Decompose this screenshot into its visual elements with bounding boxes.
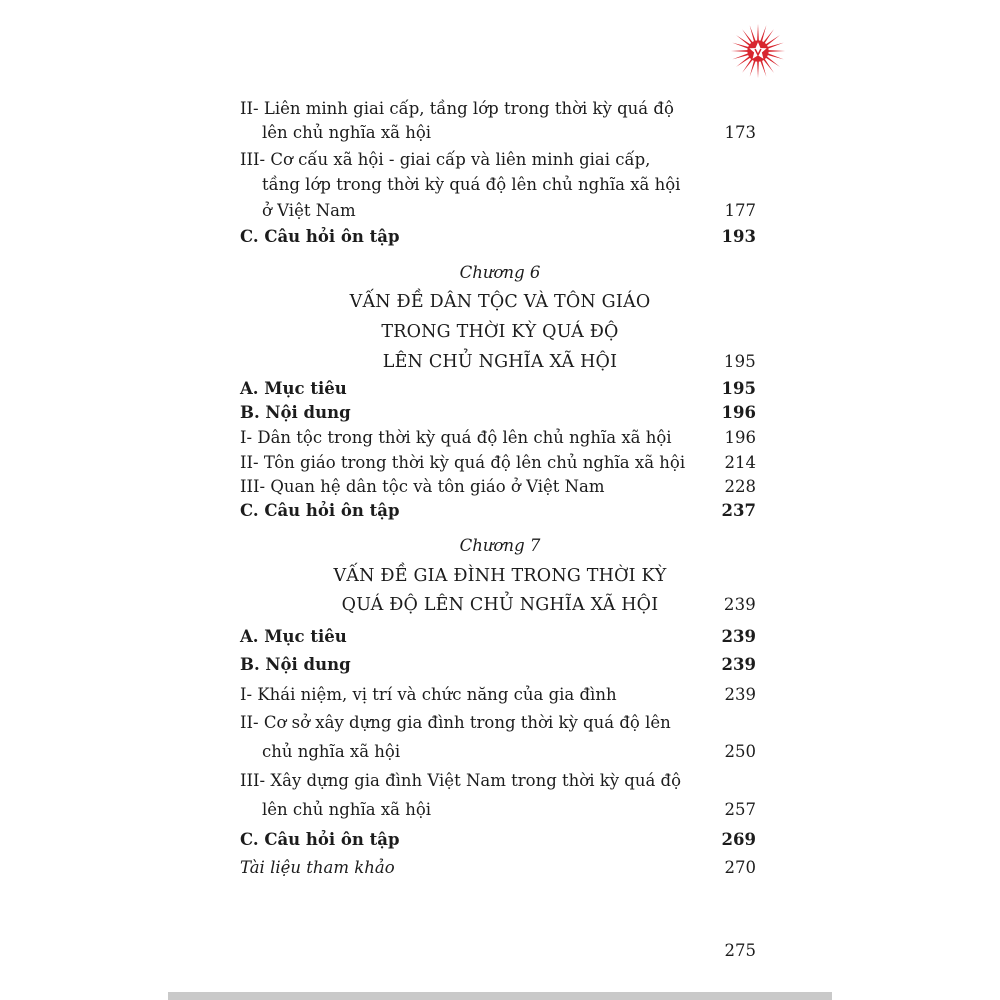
toc-entry-title: C. Câu hỏi ôn tập [240,227,400,246]
chapter-title-text: QUÁ ĐỘ LÊN CHỦ NGHĨA XÃ HỘI [341,595,659,615]
toc-entry-title: tầng lớp trong thời kỳ quá độ lên chủ nghĩa xã hội [262,175,681,194]
toc-entry-page: 193 [721,227,756,246]
page-number-text: 275 [724,941,756,960]
chapter-title-page: 239 [723,595,756,614]
toc-entry-page: 214 [724,453,756,472]
toc-entry-page: 228 [724,477,756,496]
logo-ray [731,50,749,52]
toc-entry-title: Tài liệu tham khảo [240,858,395,877]
toc-entry-page: 257 [724,800,756,819]
toc-entry-page: 270 [724,858,756,877]
toc-entry-title: III- Cơ cấu xã hội - giai cấp và liên minh giai cấp, [240,150,651,169]
toc-entry-title: B. Nội dung [240,655,351,674]
chapter-title-line [240,290,760,314]
toc-entry-title: A. Mục tiêu [240,627,347,646]
toc-entry-page: 196 [724,428,756,447]
chapter-title-text: TRONG THỜI KỲ QUÁ ĐỘ [381,322,619,342]
chapter-title-text: VẤN ĐỀ DÂN TỘC VÀ TÔN GIÁO [349,292,651,312]
toc-entry-page: 239 [721,655,756,674]
toc-entry-title: III- Xây dựng gia đình Việt Nam trong thời kỳ quá độ [240,771,682,790]
chapter-label: Chương 6 [459,263,541,282]
toc-entry-title: II- Cơ sở xây dựng gia đình trong thời kỳ quá độ lên [240,713,671,732]
chapter-title-text: VẤN ĐỀ GIA ĐÌNH TRONG THỜI KỲ [333,566,667,586]
chapter-title-line [240,320,760,344]
chapter-title-page: 195 [723,352,756,371]
toc-entry-page: 239 [724,685,756,704]
page-bottom-edge [168,992,832,1000]
toc-entry-title: C. Câu hỏi ôn tập [240,830,400,849]
chapter-title-line [240,593,760,617]
toc-entry-page: 239 [721,627,756,646]
chapter-label: Chương 7 [459,536,541,555]
logo-ray [757,60,759,78]
toc-entry-page: 196 [721,403,756,422]
chapter-title-line [240,564,760,588]
toc-entry-title: A. Mục tiêu [240,379,347,398]
toc-entry-title: II- Liên minh giai cấp, tầng lớp trong thời kỳ quá độ [240,99,674,118]
toc-entry-title: lên chủ nghĩa xã hội [262,800,432,819]
toc-entry-title: II- Tôn giáo trong thời kỳ quá độ lên chủ nghĩa xã hội [240,453,686,472]
toc-entry-title: III- Quan hệ dân tộc và tôn giáo ở Việt Nam [240,477,605,496]
toc-entry-title: ở Việt Nam [262,201,356,220]
toc-entry-title: I- Khái niệm, vị trí và chức năng của gia đình [240,685,617,704]
toc-entry-title: lên chủ nghĩa xã hội [262,123,432,142]
toc-entry-page: 173 [724,123,756,142]
toc-entry-title: chủ nghĩa xã hội [262,742,401,761]
chapter-title-text: LÊN CHỦ NGHĨA XÃ HỘI [382,352,618,372]
toc-entry-page: 195 [721,379,756,398]
toc-entry-title: I- Dân tộc trong thời kỳ quá độ lên chủ nghĩa xã hội [240,428,672,447]
page-number [240,940,760,962]
publisher-star-logo [728,22,788,80]
toc-entry-page: 269 [721,830,756,849]
logo-ray [757,24,759,42]
toc-entry-title: B. Nội dung [240,403,351,422]
toc-entry-page: 250 [724,742,756,761]
toc-entry-page: 237 [721,501,756,520]
toc-entry-title: C. Câu hỏi ôn tập [240,501,400,520]
toc-entry-page: 177 [724,201,756,220]
logo-ray [767,50,785,52]
chapter-title-line [240,350,760,374]
